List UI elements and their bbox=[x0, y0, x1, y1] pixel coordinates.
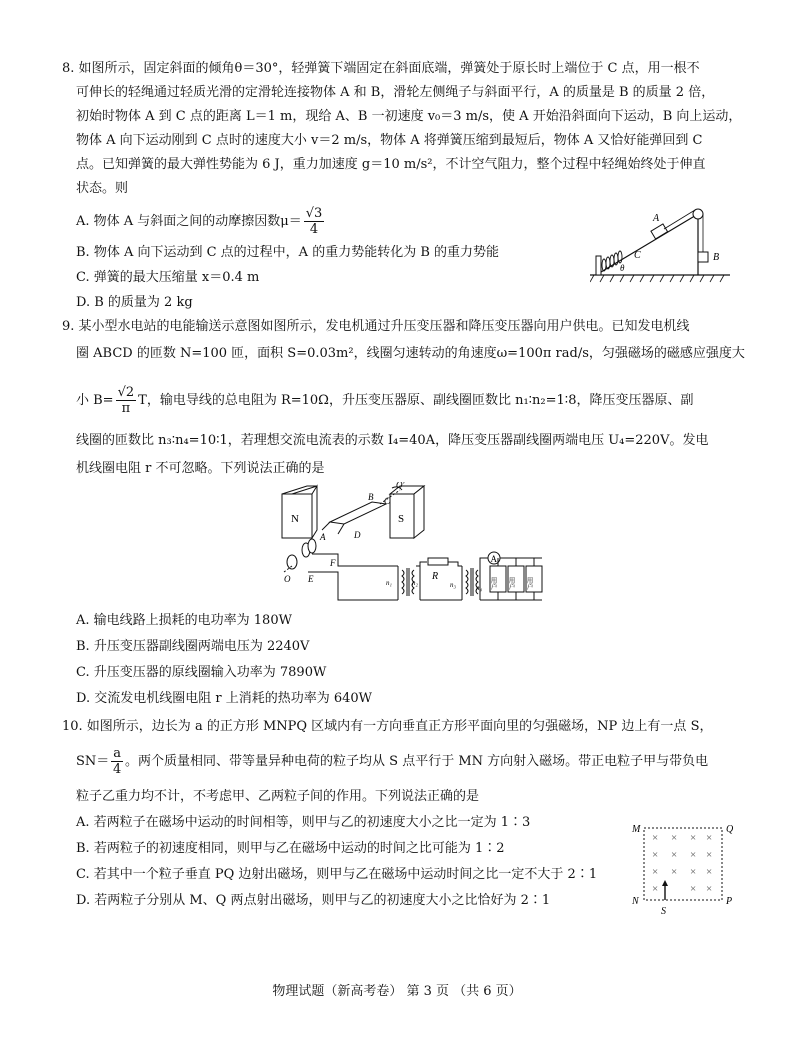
q9-label-n3: n₃ bbox=[450, 581, 456, 589]
q10-label-n: N bbox=[632, 896, 639, 907]
svg-text:×: × bbox=[671, 866, 678, 878]
q9-option-d: D. 交流发电机线圈电阻 r 上消耗的热功率为 640W bbox=[76, 691, 373, 706]
q10-option-d: D. 若两粒子分别从 M、Q 两点射出磁场，则甲与乙的初速度大小之比恰好为 2∶1 bbox=[76, 893, 551, 908]
q10-label-s: S bbox=[661, 906, 666, 916]
q10-magnetic-field-figure bbox=[626, 822, 746, 916]
svg-text:×: × bbox=[706, 883, 713, 895]
q8-incline-figure bbox=[590, 196, 740, 288]
q8-label-a: A bbox=[653, 213, 660, 224]
q9-line-4: 线圈的匝数比 n₃∶n₄=10∶1，若理想交流电流表的示数 I₄=40A，降压变压器副线圈两端电压 U₄=220V。发电 bbox=[76, 433, 709, 448]
q9-ammeter-label: A bbox=[490, 554, 497, 564]
q8-block-a bbox=[651, 224, 668, 239]
q10-option-b: B. 若两粒子的初速度相同，则甲与乙在磁场中运动的时间之比可能为 1∶2 bbox=[76, 841, 505, 856]
q9-user-loads bbox=[490, 558, 542, 600]
q8-line-2: 可伸长的轻绳通过轻质光滑的定滑轮连接物体 A 和 B，滑轮左侧绳子与斜面平行，A 的质量是 B 的质量 2 倍， bbox=[76, 85, 715, 100]
svg-text:×: × bbox=[652, 832, 659, 844]
q10-line-2: SN＝ $\frac{a}{4}$ 。两个质量相同、带等量异种电荷的粒子均从 S 点平行于 MN 方向射入磁场。带正电粒子甲与带负电 bbox=[76, 746, 709, 777]
svg-text:×: × bbox=[652, 883, 659, 895]
q9-label-o-prime: O' bbox=[396, 482, 405, 490]
q10-label-p: P bbox=[726, 896, 733, 907]
q9-label-f: F bbox=[330, 558, 336, 568]
q9-label-n2: n₂ bbox=[412, 579, 418, 587]
q9-label-n1: n₁ bbox=[386, 579, 392, 587]
q8-option-c: C. 弹簧的最大压缩量 x＝0.4 m bbox=[76, 270, 260, 285]
q8-option-a: A. 物体 A 与斜面之间的动摩擦因数μ＝ $\frac{√3}{4}$ bbox=[76, 206, 323, 237]
q8-block-b bbox=[698, 252, 708, 262]
q9-option-c: C. 升压变压器的原线圈输入功率为 7890W bbox=[76, 665, 327, 680]
q9-line-1: 9. 某小型水电站的电能输送示意图如图所示，发电机通过升压变压器和降压变压器向用户供电。已知发电机线 bbox=[62, 319, 690, 334]
svg-text:×: × bbox=[706, 849, 713, 861]
q8-label-b: B bbox=[713, 252, 720, 263]
q9-line-5: 机线圈电阻 r 不可忽略。下列说法正确的是 bbox=[76, 461, 325, 476]
q9-label-o: O bbox=[284, 574, 291, 584]
q10-line-1: 10. 如图所示，边长为 a 的正方形 MNPQ 区域内有一方向垂直正方形平面向里的匀强磁场，NP 边上有一点 S， bbox=[62, 719, 713, 734]
svg-text:×: × bbox=[671, 832, 678, 844]
svg-text:×: × bbox=[690, 832, 697, 844]
q10-option-c: C. 若其中一个粒子垂直 PQ 边射出磁场，则甲与乙在磁场中运动时间之比一定不大于 2∶1 bbox=[76, 867, 598, 882]
svg-text:×: × bbox=[690, 883, 697, 895]
q9-label-e: E bbox=[308, 574, 314, 584]
q10-label-m: M bbox=[632, 824, 641, 835]
svg-text:×: × bbox=[671, 849, 678, 861]
svg-text:×: × bbox=[652, 849, 659, 861]
q9-b-fraction: $\frac{√2}{\pi}$ bbox=[117, 385, 135, 416]
q8-option-b: B. 物体 A 向下运动到 C 点的过程中，A 的重力势能转化为 B 的重力势能 bbox=[76, 245, 500, 260]
q9-label-n4: n₄ bbox=[476, 584, 482, 592]
q8-label-c: C bbox=[634, 250, 641, 261]
q9-user-label-3: 用户 bbox=[525, 577, 533, 590]
q10-line-3: 粒子乙重力均不计，不考虑甲、乙两粒子间的作用。下列说法正确的是 bbox=[76, 789, 480, 804]
q8-line-1: 8. 如图所示，固定斜面的倾角θ＝30°，轻弹簧下端固定在斜面底端，弹簧处于原长时上端位于 C 点，用一根不 bbox=[62, 61, 700, 76]
svg-text:×: × bbox=[706, 832, 713, 844]
q10-sn-fraction: $\frac{a}{4}$ bbox=[113, 746, 122, 777]
q9-option-a: A. 输电线路上损耗的电功率为 180W bbox=[76, 613, 292, 628]
svg-text:×: × bbox=[652, 866, 659, 878]
q10-label-q: Q bbox=[726, 824, 734, 835]
q9-slip-rings bbox=[287, 539, 316, 569]
page-footer: 物理试题（新高考卷） 第 3 页 （共 6 页） bbox=[272, 984, 522, 999]
q9-label-d: D bbox=[354, 530, 361, 540]
q9-line-3: 小 B= $\frac{√2}{\pi}$ T，输电导线的总电阻为 R=10Ω，升压变压器原、副线圈匝数比 n₁∶n₂=1∶8，降压变压器原、副 bbox=[76, 385, 694, 416]
q8-line-6: 状态。则 bbox=[76, 181, 129, 196]
q9-magnet-n bbox=[282, 486, 317, 538]
q9-line-2: 圈 ABCD 的匝数 N=100 匝，面积 S=0.03m²，线圈匀速转动的角速度ω=100π rad/s，匀强磁场的磁感应强度大 bbox=[76, 346, 745, 361]
q9-option-b: B. 升压变压器副线圈两端电压为 2240V bbox=[76, 639, 310, 654]
q9-label-c: C bbox=[384, 496, 391, 506]
q9-label-a: A bbox=[320, 532, 326, 542]
q9-label-n: N bbox=[291, 513, 299, 525]
q9-magnet-s bbox=[390, 486, 424, 538]
q9-label-s: S bbox=[398, 513, 405, 525]
q10-option-a: A. 若两粒子在磁场中运动的时间相等，则甲与乙的初速度大小之比一定为 1∶3 bbox=[76, 815, 531, 830]
q8-label-theta: θ bbox=[620, 263, 625, 273]
q8-option-d: D. B 的质量为 2 kg bbox=[76, 295, 193, 310]
svg-text:×: × bbox=[690, 866, 697, 878]
q9-resistor-r bbox=[428, 558, 448, 565]
q8-line-3: 初始时物体 A 到 C 点的距离 L＝1 m，现给 A、B 一初速度 v₀＝3 m/s，使 A 开始沿斜面向下运动，B 向上运动， bbox=[76, 109, 742, 124]
q9-label-r: R bbox=[432, 571, 439, 582]
svg-text:×: × bbox=[706, 866, 713, 878]
q8-line-4: 物体 A 向下运动刚到 C 点时的速度大小 v＝2 m/s，物体 A 将弹簧压缩到最短后，物体 A 又恰好能弹回到 C bbox=[76, 133, 703, 148]
svg-text:×: × bbox=[690, 849, 697, 861]
q8-line-5: 点。已知弹簧的最大弹性势能为 6 J，重力加速度 g＝10 m/s²，不计空气阻力，整个过程中轻绳始终处于伸直 bbox=[76, 157, 706, 172]
q9-power-transmission-figure bbox=[262, 482, 552, 604]
q8-option-a-fraction: $\frac{√3}{4}$ bbox=[305, 206, 323, 237]
q9-user-label-1: 用户 bbox=[489, 577, 497, 590]
q10-field-crosses bbox=[652, 832, 712, 895]
q9-label-b: B bbox=[368, 492, 374, 502]
q9-user-label-2: 用户 bbox=[507, 577, 515, 590]
